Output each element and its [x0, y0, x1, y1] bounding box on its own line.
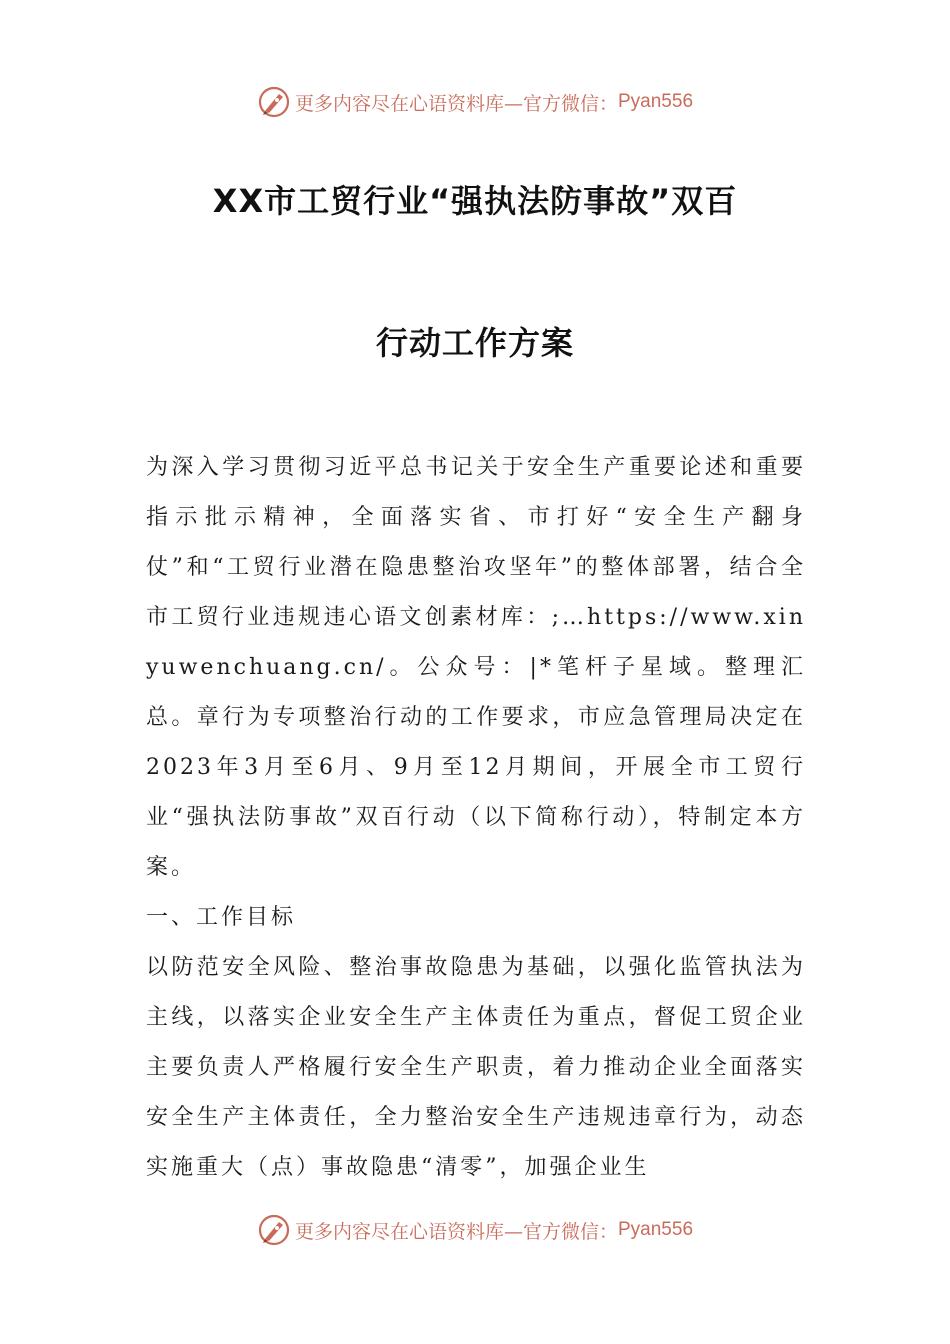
watermark-text: 更多内容尽在心语资料库—官方微信：	[294, 92, 618, 115]
watermark-wechat-id: Pyan556	[618, 91, 694, 112]
document-body	[146, 443, 806, 1193]
watermark-banner-top	[0, 82, 950, 122]
body-paragraph-goal: 以防范安全风险、整治事故隐患为基础，以强化监管执法为主线，以落实企业安全生产主体责任为重点，督促工贸企业主要负责人严格履行安全生产职责，着力推动企业全面落实安全生产主体责任，全力整治安全生产违规违章行为，动态实施重大（点）事故隐患“清零”，加强企业生	[146, 955, 806, 1180]
watermark-text: 更多内容尽在心语资料库—官方微信：	[294, 1220, 618, 1243]
pen-logo-icon	[257, 85, 291, 119]
watermark-wechat-id: Pyan556	[618, 1219, 694, 1240]
document-title-line-1: XX市工贸行业“强执法防事故”双百	[212, 182, 738, 220]
section-heading-work-goal: 一、工作目标	[146, 905, 297, 930]
watermark-banner-bottom	[0, 1210, 950, 1250]
document-title-line-2: 行动工作方案	[375, 324, 574, 362]
body-paragraph-intro: 为深入学习贯彻习近平总书记关于安全生产重要论述和重要指示批示精神，全面落实省、市打好“安全生产翻身仗”和“工贸行业潜在隐患整治攻坚年”的整体部署，结合全市工贸行业违规违心语文创素材库：;…https://www.xinyuwenchuang.cn/。公众号：|*笔杆子星域。整理汇总。章行为专项整治行动的工作要求，市应急管理局决定在2023年3月至6月、9月至12月期间，开展全市工贸行业“强执法防事故”双百行动（以下简称行动），特制定本方案。	[146, 455, 806, 880]
pen-logo-icon	[257, 1213, 291, 1247]
